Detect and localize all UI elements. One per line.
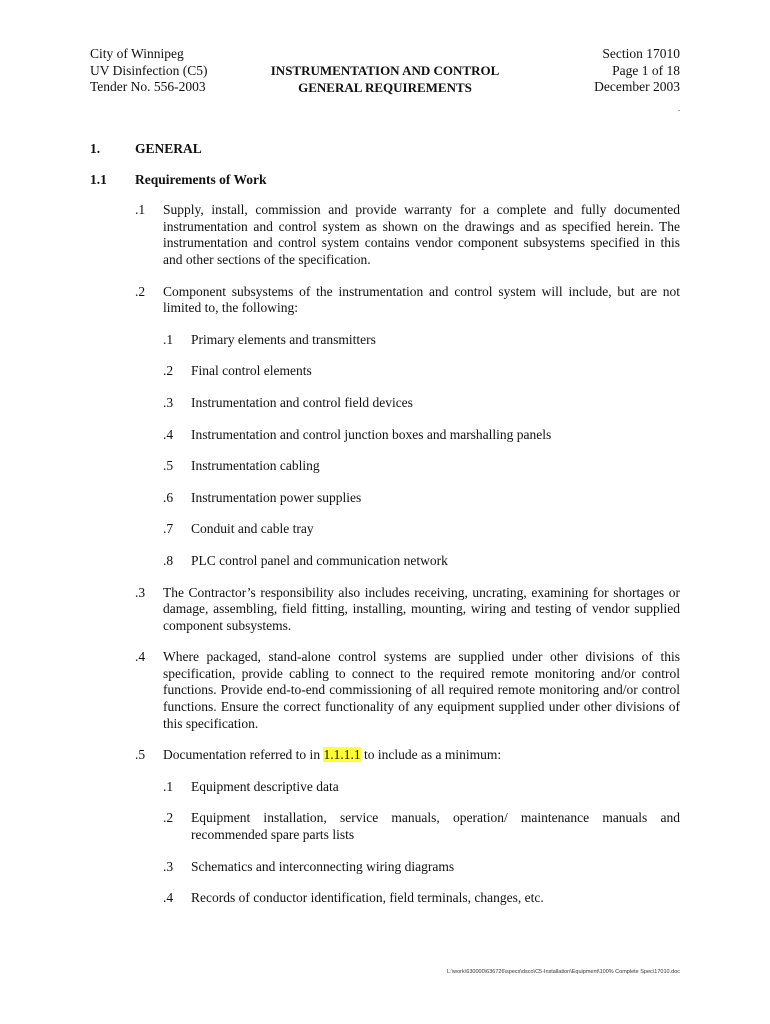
item-text bbox=[163, 747, 680, 764]
header-date: December 2003 bbox=[594, 79, 680, 94]
item-text: Where packaged, stand-alone control systems are supplied under other divisions of this specification, provide cabling to connect to the required remote monitoring and/or control functions. Provide end-to-end commissioning of all required remote monitoring and/or control functions. Ensure the correct functionality of any equipment supplied under other divisions of this specification. bbox=[163, 649, 680, 731]
sub-item-number: .1 bbox=[163, 778, 174, 794]
sub-item-text: Conduit and cable tray bbox=[191, 521, 314, 537]
subsection-heading bbox=[90, 172, 680, 189]
section-heading bbox=[90, 141, 680, 158]
sub-list-item bbox=[90, 859, 680, 876]
title-line-2: GENERAL REQUIREMENTS bbox=[298, 79, 472, 95]
sub-item-text: Equipment installation, service manuals, operation/ maintenance manuals and recommended spare parts lists bbox=[191, 810, 680, 843]
sub-list-item bbox=[90, 363, 680, 380]
header-page: Page 1 of 18 bbox=[612, 62, 680, 78]
header-mark: . bbox=[678, 104, 680, 113]
sub-item-text: Final control elements bbox=[191, 363, 312, 379]
item-number: .5 bbox=[135, 747, 146, 763]
item-text: Supply, install, commission and provide warranty for a complete and fully documented instrumentation and control system as shown on the drawings and as specified herein. The instrumentation and control system contains vendor component subsystems specified in this and other sections of the specification. bbox=[163, 202, 680, 267]
sub-list-item bbox=[90, 395, 680, 412]
header-project: UV Disinfection (C5) bbox=[90, 62, 208, 78]
sub-item-number: .3 bbox=[163, 394, 174, 410]
file-path-footer: L:\work\630000\636726\specs\dsco\C5-Installation\Equipment\100% Complete Spec\17010.doc bbox=[447, 969, 680, 975]
sub-list-item bbox=[90, 458, 680, 475]
list-item bbox=[90, 747, 680, 764]
sub-item-text: PLC control panel and communication network bbox=[191, 552, 448, 568]
sub-item-number: .6 bbox=[163, 489, 174, 505]
sub-item-number: .8 bbox=[163, 552, 174, 568]
item-number: .4 bbox=[135, 649, 146, 665]
highlighted-reference: 1.1.1.1 bbox=[323, 747, 361, 763]
item-number: .1 bbox=[135, 202, 146, 218]
subsection-number: 1.1 bbox=[90, 171, 107, 187]
sub-item-text: Instrumentation and control junction boxes and marshalling panels bbox=[191, 426, 552, 442]
document-body bbox=[90, 141, 680, 922]
sub-item-text: Instrumentation cabling bbox=[191, 458, 320, 474]
header-left bbox=[90, 46, 208, 96]
list-item bbox=[90, 585, 680, 635]
sub-list-item bbox=[90, 810, 680, 843]
item-text-before: Documentation referred to in bbox=[163, 747, 324, 763]
sub-list-item bbox=[90, 890, 680, 907]
title-line-1: INSTRUMENTATION AND CONTROL bbox=[270, 63, 500, 78]
subsection-title: Requirements of Work bbox=[135, 171, 267, 187]
section-title: GENERAL bbox=[135, 141, 202, 156]
header-right bbox=[594, 46, 680, 96]
sub-item-text: Instrumentation power supplies bbox=[191, 489, 362, 505]
sub-item-number: .3 bbox=[163, 858, 174, 874]
item-text-after: to include as a minimum: bbox=[360, 747, 502, 763]
list-item bbox=[90, 649, 680, 732]
sub-item-number: .2 bbox=[163, 363, 174, 379]
sub-item-text: Equipment descriptive data bbox=[191, 778, 339, 794]
document-title bbox=[240, 63, 530, 96]
sub-list-item bbox=[90, 490, 680, 507]
item-text: Component subsystems of the instrumentation and control system will include, but are not limited to, the following: bbox=[163, 283, 680, 316]
item-number: .2 bbox=[135, 283, 146, 299]
sub-list-item bbox=[90, 779, 680, 796]
sub-item-number: .1 bbox=[163, 331, 174, 347]
header-section: Section 17010 bbox=[602, 46, 680, 61]
sub-item-number: .2 bbox=[163, 810, 174, 826]
sub-item-text: Primary elements and transmitters bbox=[191, 331, 376, 347]
list-item bbox=[90, 202, 680, 268]
section-number: 1. bbox=[90, 141, 101, 156]
item-number: .3 bbox=[135, 584, 146, 600]
sub-item-text: Schematics and interconnecting wiring diagrams bbox=[191, 858, 455, 874]
sub-list-item bbox=[90, 553, 680, 570]
sub-item-number: .4 bbox=[163, 426, 174, 442]
item-text: The Contractor’s responsibility also includes receiving, uncrating, examining for shortages or damage, assembling, field fitting, installing, mounting, wiring and testing of vendor supplied component subsystems. bbox=[163, 584, 680, 633]
sub-list-item bbox=[90, 332, 680, 349]
sub-item-number: .4 bbox=[163, 890, 174, 906]
sub-item-text: Instrumentation and control field devices bbox=[191, 394, 413, 410]
sub-item-text: Records of conductor identification, field terminals, changes, etc. bbox=[191, 890, 544, 906]
sub-item-number: .5 bbox=[163, 458, 174, 474]
sub-item-number: .7 bbox=[163, 521, 174, 537]
sub-list-item bbox=[90, 427, 680, 444]
sub-list-item bbox=[90, 521, 680, 538]
header-city: City of Winnipeg bbox=[90, 46, 184, 61]
list-item bbox=[90, 284, 680, 317]
header-tender: Tender No. 556-2003 bbox=[90, 79, 206, 94]
